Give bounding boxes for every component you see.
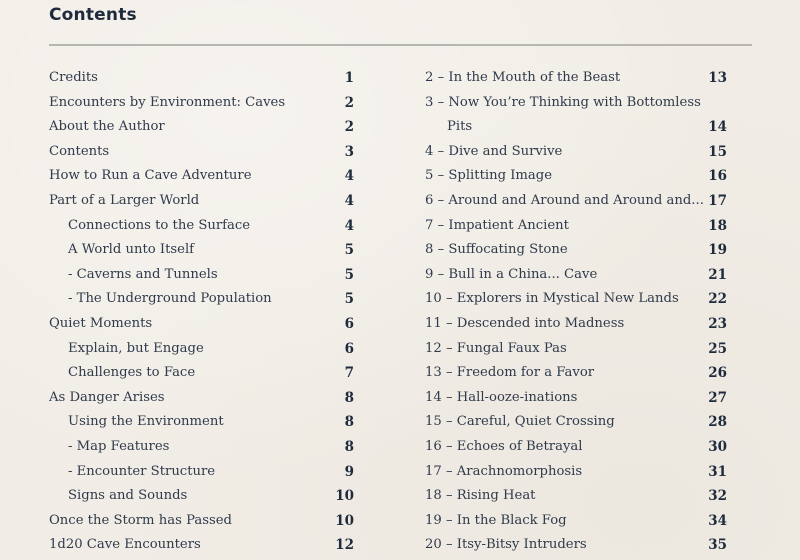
toc-entry-page-number: 12 — [335, 537, 354, 554]
toc-entry-page-number: 10 — [335, 488, 354, 505]
toc-entry[interactable] — [425, 91, 727, 116]
toc-entry-label: 8 – Suffocating Stone — [425, 242, 568, 258]
toc-entry-page-number: 31 — [708, 463, 727, 480]
toc-entry-label: As Danger Arises — [49, 389, 165, 405]
toc-entry[interactable] — [49, 263, 354, 288]
toc-entry-label: - Map Features — [68, 438, 170, 454]
toc-entry[interactable] — [49, 337, 354, 362]
toc-entry-label: 6 – Around and Around and Around and... — [425, 192, 704, 208]
toc-entry-label: Using the Environment — [68, 414, 224, 430]
toc-entry-label: Part of a Larger World — [49, 192, 200, 208]
toc-entry-label: 1d20 Cave Encounters — [49, 537, 201, 553]
toc-entry-label: 17 – Arachnomorphosis — [425, 463, 583, 479]
toc-entry-label: Signs and Sounds — [68, 488, 188, 504]
toc-entry[interactable] — [49, 410, 354, 435]
toc-entry-label: 20 – Itsy-Bitsy Intruders — [425, 537, 587, 553]
toc-entry-page-number: 9 — [344, 463, 354, 480]
toc-entry-label: Contents — [49, 143, 110, 159]
toc-entry[interactable] — [425, 189, 727, 214]
toc-entry[interactable] — [425, 533, 727, 558]
toc-entry-label: - The Underground Population — [68, 291, 272, 307]
toc-entry-page-number: 8 — [344, 438, 354, 455]
toc-entry[interactable] — [49, 435, 354, 460]
toc-entry-page-number: 30 — [708, 438, 727, 455]
toc-entry[interactable] — [49, 386, 354, 411]
toc-entry[interactable] — [425, 337, 727, 362]
toc-entry-label: 13 – Freedom for a Favor — [425, 365, 595, 381]
toc-right-column — [425, 66, 727, 558]
toc-entry-label: 7 – Impatient Ancient — [425, 217, 569, 233]
toc-entry-label: 9 – Bull in a China... Cave — [425, 266, 598, 282]
toc-entry-page-number: 14 — [708, 119, 727, 136]
toc-entry-label: 16 – Echoes of Betrayal — [425, 438, 583, 454]
toc-entry-page-number: 26 — [708, 365, 727, 382]
toc-entry-page-number: 25 — [708, 340, 727, 357]
toc-entry[interactable] — [49, 287, 354, 312]
toc-entry-page-number: 18 — [708, 217, 727, 234]
toc-entry[interactable] — [49, 91, 354, 116]
toc-entry[interactable] — [425, 484, 727, 509]
toc-entry-page-number: 22 — [708, 291, 727, 308]
toc-entry[interactable] — [425, 386, 727, 411]
toc-entry[interactable] — [425, 361, 727, 386]
toc-entry-label: 12 – Fungal Faux Pas — [425, 340, 567, 356]
toc-entry-label: How to Run a Cave Adventure — [49, 168, 252, 184]
toc-entry[interactable] — [49, 460, 354, 485]
toc-entry-page-number: 2 — [344, 119, 354, 136]
toc-entry-page-number: 23 — [708, 315, 727, 332]
toc-entry-page-number: 5 — [344, 266, 354, 283]
toc-entry-page-number: 15 — [708, 143, 727, 160]
toc-entry[interactable] — [425, 287, 727, 312]
toc-entry-label: 10 – Explorers in Mystical New Lands — [425, 291, 679, 307]
title-divider — [49, 44, 752, 46]
toc-entry-page-number: 16 — [708, 168, 727, 185]
toc-entry-page-number: 8 — [344, 389, 354, 406]
toc-entry-label: 18 – Rising Heat — [425, 488, 536, 504]
toc-entry-page-number: 8 — [344, 414, 354, 431]
toc-entry[interactable] — [49, 312, 354, 337]
toc-entry-page-number: 17 — [708, 192, 727, 209]
toc-entry-page-number: 21 — [708, 266, 727, 283]
toc-entry[interactable] — [49, 164, 354, 189]
toc-entry-page-number: 5 — [344, 291, 354, 308]
toc-entry-page-number: 4 — [344, 168, 354, 185]
toc-entry-page-number: 2 — [344, 94, 354, 111]
toc-entry-label: - Caverns and Tunnels — [68, 266, 218, 282]
toc-entry[interactable] — [425, 312, 727, 337]
toc-entry[interactable] — [49, 361, 354, 386]
toc-entry-label: 19 – In the Black Fog — [425, 512, 567, 528]
toc-entry-label: Credits — [49, 70, 98, 85]
toc-entry-page-number: 10 — [335, 512, 354, 529]
toc-entry[interactable] — [49, 66, 354, 91]
toc-entry[interactable] — [425, 435, 727, 460]
toc-entry[interactable] — [425, 164, 727, 189]
toc-entry[interactable] — [425, 115, 727, 140]
toc-entry-label: 11 – Descended into Madness — [425, 315, 625, 331]
toc-entry-label: Explain, but Engage — [68, 340, 204, 356]
toc-entry-label: About the Author — [49, 119, 165, 135]
toc-entry-page-number: 34 — [708, 512, 727, 529]
toc-entry[interactable] — [49, 533, 354, 558]
toc-entry-page-number: 28 — [708, 414, 727, 431]
toc-entry-page-number: 4 — [344, 217, 354, 234]
toc-entry[interactable] — [49, 189, 354, 214]
toc-entry[interactable] — [425, 410, 727, 435]
toc-entry[interactable] — [425, 66, 727, 91]
toc-entry[interactable] — [425, 460, 727, 485]
toc-entry-page-number: 13 — [708, 70, 727, 86]
toc-entry-page-number: 7 — [344, 365, 354, 382]
toc-entry-label: 15 – Careful, Quiet Crossing — [425, 414, 615, 430]
toc-entry-label: 3 – Now You’re Thinking with Bottomless — [425, 94, 701, 110]
toc-entry[interactable] — [425, 140, 727, 165]
toc-entry-page-number: 6 — [344, 315, 354, 332]
toc-entry[interactable] — [49, 140, 354, 165]
toc-entry[interactable] — [425, 238, 727, 263]
toc-entry-label: 4 – Dive and Survive — [425, 143, 563, 159]
toc-entry-label: - Encounter Structure — [68, 463, 216, 479]
toc-entry-page-number: 27 — [708, 389, 727, 406]
toc-entry-label: Once the Storm has Passed — [49, 512, 232, 528]
toc-entry-page-number: 1 — [344, 70, 354, 86]
toc-entry-page-number: 32 — [708, 488, 727, 505]
toc-entry[interactable] — [49, 214, 354, 239]
toc-entry-page-number: 19 — [708, 242, 727, 259]
toc-entry[interactable] — [49, 115, 354, 140]
toc-entry-page-number: 3 — [344, 143, 354, 160]
toc-entry-page-number: 4 — [344, 192, 354, 209]
toc-entry-label: Connections to the Surface — [68, 217, 251, 233]
toc-entry-page-number: 35 — [708, 537, 727, 554]
toc-entry-page-number: 5 — [344, 242, 354, 259]
toc-entry-page-number: 6 — [344, 340, 354, 357]
toc-entry-label: 14 – Hall-ooze-inations — [425, 389, 578, 405]
toc-entry-label: A World unto Itself — [68, 242, 195, 258]
toc-left-column — [49, 66, 354, 558]
toc-entry-label: Encounters by Environment: Caves — [49, 94, 286, 110]
page-title: Contents — [49, 5, 137, 25]
toc-entry-label: 2 – In the Mouth of the Beast — [425, 70, 621, 85]
toc-entry-label: Quiet Moments — [49, 315, 153, 331]
toc-entry-label: Challenges to Face — [68, 365, 196, 381]
toc-entry[interactable] — [425, 214, 727, 239]
toc-entry[interactable] — [425, 509, 727, 534]
toc-entry[interactable] — [49, 484, 354, 509]
toc-entry[interactable] — [425, 263, 727, 288]
toc-entry-label: 5 – Splitting Image — [425, 168, 553, 184]
toc-entry-label: Pits — [447, 119, 473, 135]
toc-entry[interactable] — [49, 509, 354, 534]
toc-entry[interactable] — [49, 238, 354, 263]
